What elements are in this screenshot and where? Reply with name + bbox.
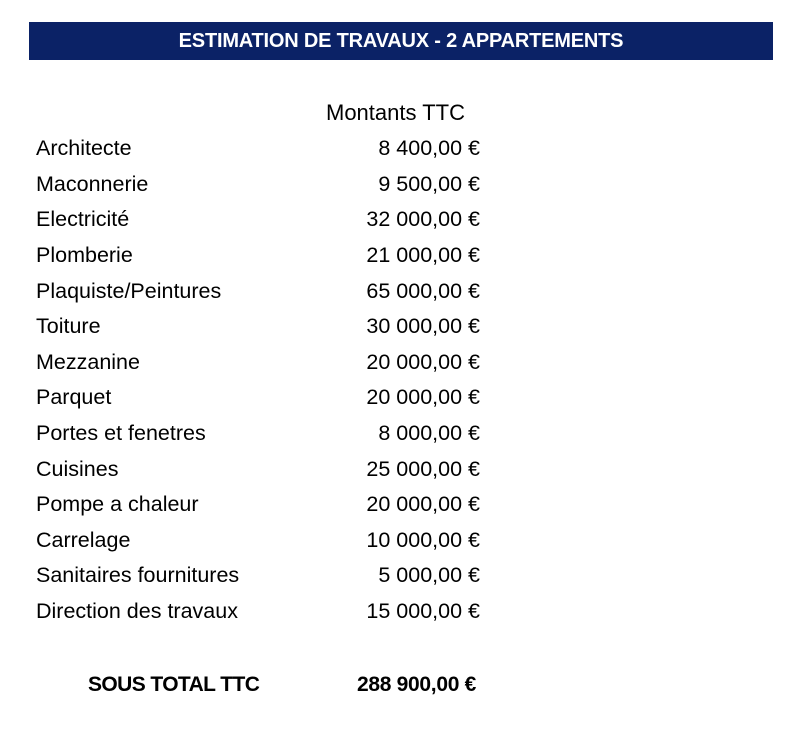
row-amount: 30 000,00 € bbox=[366, 314, 480, 339]
row-amount: 9 500,00 € bbox=[378, 171, 480, 196]
row-label: Maconnerie bbox=[36, 171, 149, 196]
table-row bbox=[36, 309, 480, 345]
row-label: Direction des travaux bbox=[36, 599, 238, 624]
table-row bbox=[36, 523, 480, 559]
row-amount: 32 000,00 € bbox=[366, 207, 480, 232]
subtotal-amount: 288 900,00 € bbox=[356, 673, 476, 696]
table-row bbox=[36, 131, 480, 167]
row-label: Mezzanine bbox=[36, 349, 140, 374]
table-row bbox=[36, 202, 480, 238]
table-row bbox=[36, 273, 480, 309]
row-label: Carrelage bbox=[36, 527, 131, 552]
row-amount: 20 000,00 € bbox=[366, 385, 480, 410]
row-amount: 20 000,00 € bbox=[366, 492, 480, 517]
table-row bbox=[36, 416, 480, 452]
table-row bbox=[36, 487, 480, 523]
subtotal-label: SOUS TOTAL TTC bbox=[88, 673, 260, 696]
row-amount: 25 000,00 € bbox=[366, 456, 480, 481]
row-amount: 20 000,00 € bbox=[366, 349, 480, 374]
column-header-amounts: Montants TTC bbox=[326, 100, 465, 125]
row-label: Plomberie bbox=[36, 243, 133, 268]
table-row bbox=[36, 345, 480, 381]
row-label: Plaquiste/Peintures bbox=[36, 278, 222, 303]
row-label: Pompe a chaleur bbox=[36, 492, 199, 517]
row-amount: 65 000,00 € bbox=[366, 278, 480, 303]
row-label: Architecte bbox=[36, 136, 132, 161]
table-row bbox=[36, 451, 480, 487]
page-title: ESTIMATION DE TRAVAUX - 2 APPARTEMENTS bbox=[178, 29, 624, 52]
row-amount: 15 000,00 € bbox=[366, 599, 480, 624]
cost-table bbox=[36, 131, 480, 629]
row-label: Cuisines bbox=[36, 456, 119, 481]
row-label: Toiture bbox=[36, 314, 101, 339]
subtotal-row bbox=[36, 668, 480, 702]
row-label: Sanitaires fournitures bbox=[36, 563, 240, 588]
title-bar bbox=[29, 22, 773, 60]
table-row bbox=[36, 558, 480, 594]
row-amount: 5 000,00 € bbox=[378, 563, 480, 588]
row-amount: 8 000,00 € bbox=[378, 421, 480, 446]
row-amount: 10 000,00 € bbox=[366, 527, 480, 552]
table-row bbox=[36, 380, 480, 416]
table-row bbox=[36, 167, 480, 203]
row-label: Portes et fenetres bbox=[36, 421, 206, 446]
row-label: Electricité bbox=[36, 207, 130, 232]
row-label: Parquet bbox=[36, 385, 112, 410]
table-row bbox=[36, 594, 480, 630]
row-amount: 21 000,00 € bbox=[366, 243, 480, 268]
table-row bbox=[36, 238, 480, 274]
row-amount: 8 400,00 € bbox=[378, 136, 480, 161]
